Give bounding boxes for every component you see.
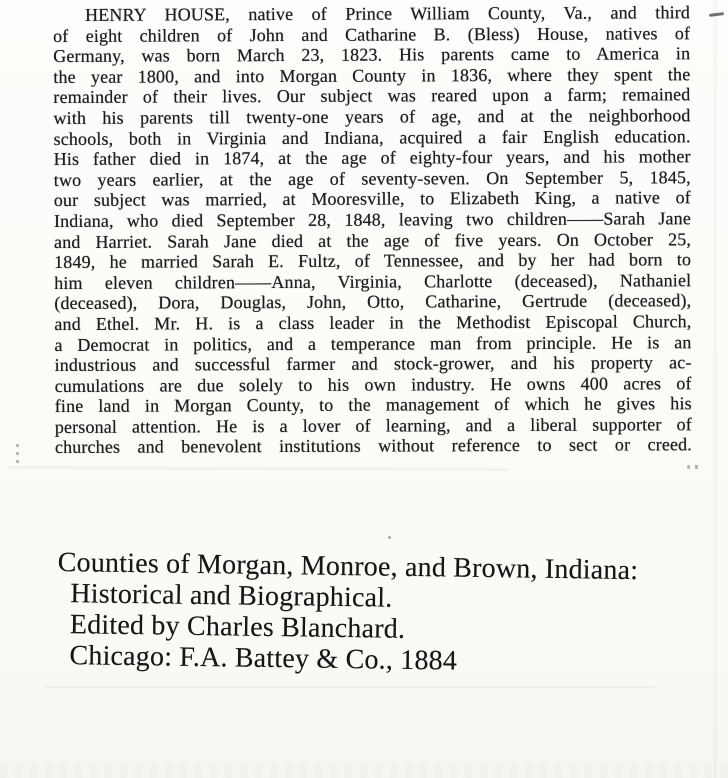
citation-line: Chicago: F.A. Battey & Co., 1884	[69, 640, 458, 677]
text-line: and Ethel. Mr. H. is a class leader in the Methodist Episcopal Church,	[54, 311, 692, 334]
text-line: remainder of their lives. Our subject was reared upon a farm; remained	[53, 84, 691, 108]
scan-speck	[388, 536, 391, 539]
text-line: Indiana, who died September 28, 1848, leaving two children——Sarah Jane	[53, 208, 691, 231]
scan-mark-dash	[709, 12, 724, 17]
text-line: of eight children of John and Catharine B. (Bless) House, natives of	[53, 22, 691, 46]
text-line: personal attention. He is a lover of learning, and a liberal supporter of	[54, 414, 692, 437]
scan-edge-band	[713, 0, 717, 778]
text-line: and Harriet. Sarah Jane died at the age of five years. On October 25,	[53, 228, 692, 252]
citation-line: Edited by Charles Blanchard.	[69, 609, 406, 645]
text-line: fine land in Morgan County, to the management of which he gives his	[54, 393, 692, 417]
scan-bottom-noise	[0, 763, 728, 778]
text-line: a Democrat in politics, and a temperance man from principle. He is an	[54, 331, 692, 355]
scan-streak	[8, 466, 508, 471]
text-line: our subject was married, at Mooresville, to Elizabeth King, a native of	[53, 187, 691, 211]
text-line: with his parents till twenty-one years of age, and at the neighborhood	[53, 105, 691, 128]
citation-line: Counties of Morgan, Monroe, and Brown, Indiana:	[57, 547, 639, 587]
text-line: industrious and successful farmer and stock-grower, and his property ac-	[54, 352, 692, 376]
text-line: the year 1800, and into Morgan County in 1836, where they spent the	[53, 64, 691, 87]
citation-block	[56, 547, 698, 680]
citation-line: Historical and Biographical.	[70, 578, 393, 614]
text-line: His father died in 1874, at the age of eighty-four years, and his mother	[53, 146, 691, 170]
text-line: churches and benevolent institutions without reference to sect or creed.	[54, 434, 692, 458]
text-line: him eleven children——Anna, Virginia, Charlotte (deceased), Nathaniel	[54, 269, 692, 293]
text-line: 1849, he married Sarah E. Fultz, of Tennessee, and by her had born to	[54, 249, 692, 273]
text-line: (deceased), Dora, Douglas, John, Otto, Catharine, Gertrude (deceased),	[54, 290, 692, 314]
text-line: two years earlier, at the age of seventy-seven. On September 5, 1845,	[53, 166, 691, 190]
text-line: HENRY HOUSE, native of Prince William County, Va., and third	[84, 2, 691, 25]
text-line: cumulations are due solely to his own industry. He owns 400 acres of	[54, 372, 692, 396]
scan-streak-mid	[45, 686, 655, 688]
scan-mark-dots	[687, 465, 703, 469]
biography-paragraph	[53, 2, 692, 458]
text-line: Germany, was born March 23, 1823. His parents came to America in	[53, 43, 691, 67]
scan-mark-margin-dots	[16, 444, 19, 468]
text-line: schools, both in Virginia and Indiana, acquired a fair English education.	[53, 125, 691, 149]
